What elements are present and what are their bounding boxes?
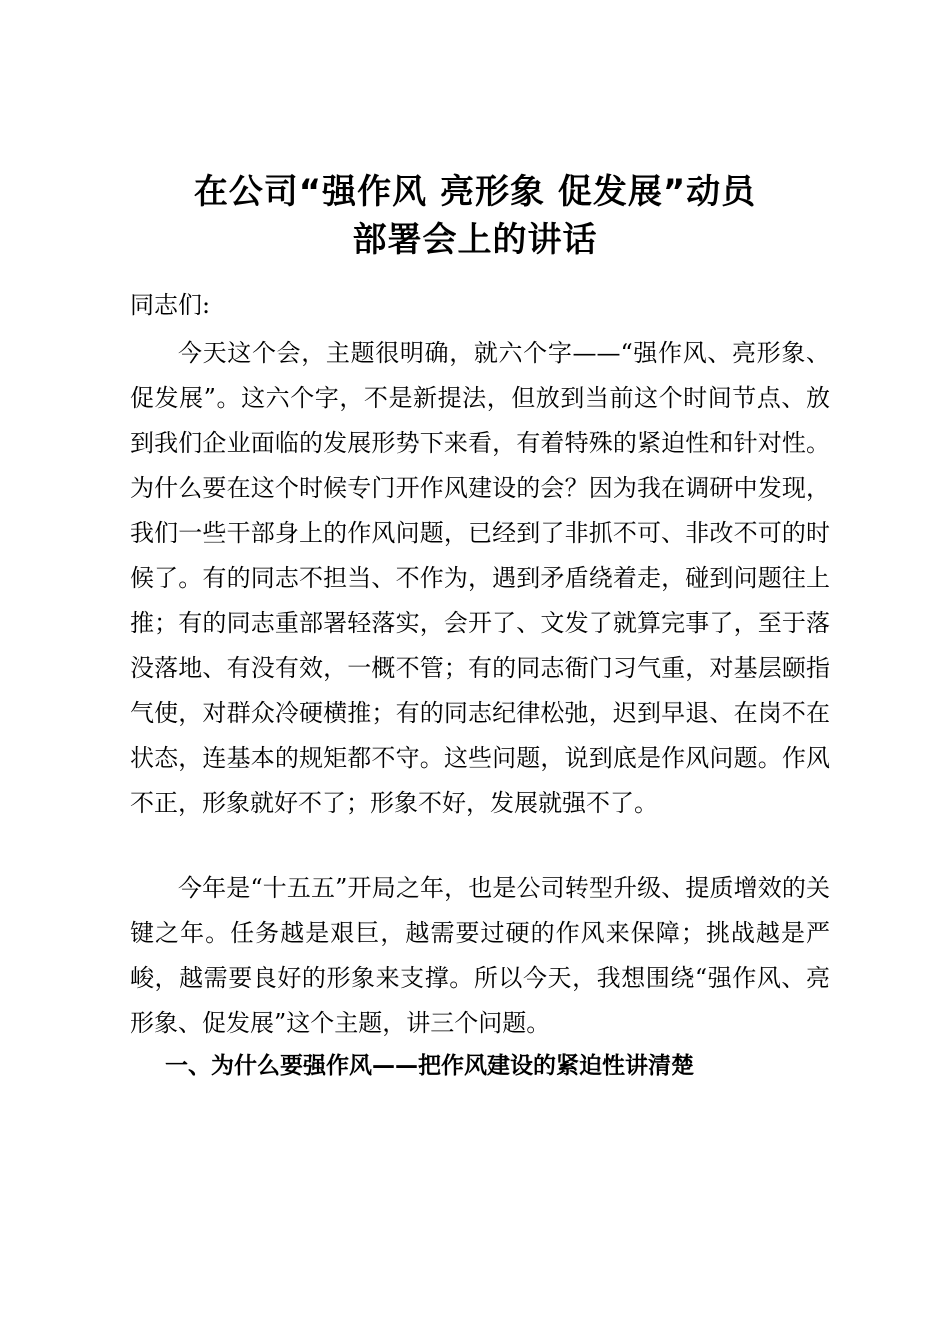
paragraph-2: 今年是“十五五”开局之年，也是公司转型升级、提质增效的关键之年。任务越是艰巨，越需要过硬的作风来保障；挑战越是严峻，越需要良好的形象来支撑。所以今天，我想围绕“强作风、亮形象、促发展”这个主题，讲三个问题。 (130, 874, 830, 1037)
document-title-line-2: 部署会上的讲话 (352, 220, 598, 260)
document-title-line-1: 在公司“强作风 亮形象 促发展”动员 (193, 172, 757, 212)
salutation: 同志们: (130, 291, 211, 319)
section-heading-1: 一、为什么要强作风——把作风建设的紧迫性讲清楚 (165, 1053, 694, 1079)
paragraph-1: 今天这个会，主题很明确，就六个字——“强作风、亮形象、促发展”。这六个字，不是新提法，但放到当前这个时间节点、放到我们企业面临的发展形势下来看，有着特殊的紧迫性和针对性。为什么要在这个时候专门开作风建设的会？因为我在调研中发现，我们一些干部身上的作风问题，已经到了非抓不可、非改不可的时候了。有的同志不担当、不作为，遇到矛盾绕着走，碰到问题往上推；有的同志重部署轻落实，会开了、文发了就算完事了，至于落没落地、有没有效，一概不管；有的同志衙门习气重，对基层颐指气使，对群众冷硬横推；有的同志纪律松弛，迟到早退、在岗不在状态，连基本的规矩都不守。这些问题，说到底是作风问题。作风不正，形象就好不了；形象不好，发展就强不了。 (130, 339, 830, 817)
